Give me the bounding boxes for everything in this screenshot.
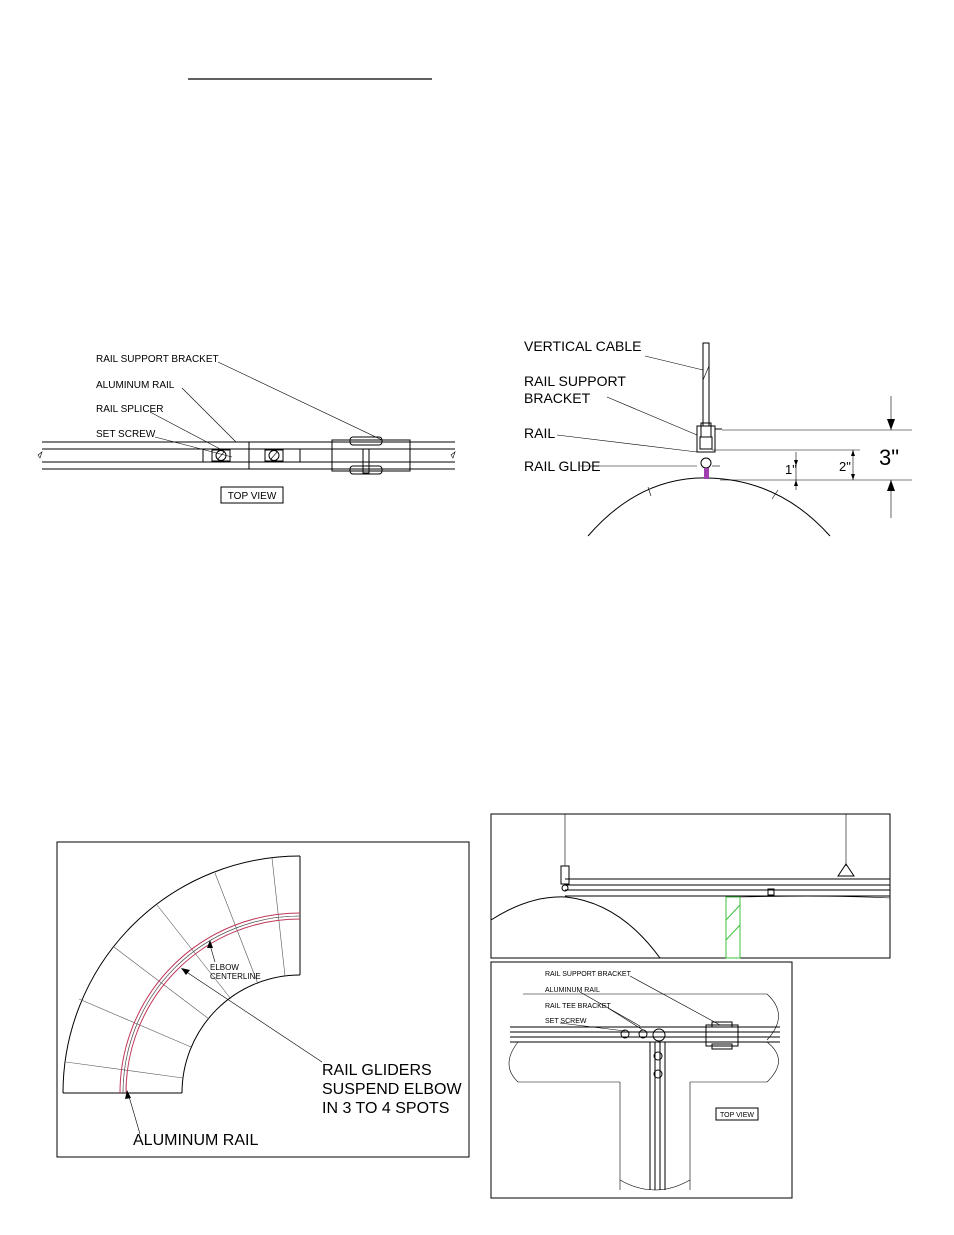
vertical-cable <box>703 343 709 426</box>
tee-label-tee-bracket: RAIL TEE BRACKET <box>545 1003 611 1010</box>
tee-top-view-label: TOP VIEW <box>720 1112 754 1119</box>
splice-top-view <box>38 354 455 503</box>
label-rail-support-bracket: RAIL SUPPORT BRACKET <box>96 354 219 365</box>
dim-3-inch: 3" <box>879 445 900 470</box>
label-rail-support: RAIL SUPPORT <box>524 373 626 389</box>
tee-label-rail: ALUMINUM RAIL <box>545 987 600 994</box>
label-vertical-cable: VERTICAL CABLE <box>524 338 642 354</box>
rail-splicer <box>203 449 300 462</box>
elbow-view <box>57 842 469 1157</box>
side-elevation-view <box>524 338 912 536</box>
label-set-screw: SET SCREW <box>96 429 156 440</box>
label-aluminum-rail: ALUMINUM RAIL <box>96 380 175 391</box>
label-suspend-elbow: SUSPEND ELBOW <box>322 1081 462 1098</box>
label-bracket: BRACKET <box>524 390 591 406</box>
label-spots: IN 3 TO 4 SPOTS <box>322 1100 450 1117</box>
side-cad-view <box>491 814 890 958</box>
tee-label-bracket: RAIL SUPPORT BRACKET <box>545 971 631 978</box>
label-rail-gliders: RAIL GLIDERS <box>322 1062 432 1079</box>
label-elbow: ELBOW <box>210 963 239 972</box>
label-rail-glide: RAIL GLIDE <box>524 458 601 474</box>
tee-top-view <box>491 962 792 1198</box>
top-view-label: TOP VIEW <box>227 491 277 502</box>
dim-2-inch: 2" <box>839 459 851 474</box>
label-aluminum-rail-elbow: ALUMINUM RAIL <box>133 1132 259 1149</box>
tee-label-screw: SET SCREW <box>545 1018 587 1025</box>
rail-glide <box>701 458 711 468</box>
dim-1-inch: 1" <box>785 462 797 477</box>
label-rail-splicer: RAIL SPLICER <box>96 404 164 415</box>
label-rail: RAIL <box>524 425 556 441</box>
label-centerline: CENTERLINE <box>210 972 261 981</box>
glide-contact <box>704 468 709 479</box>
